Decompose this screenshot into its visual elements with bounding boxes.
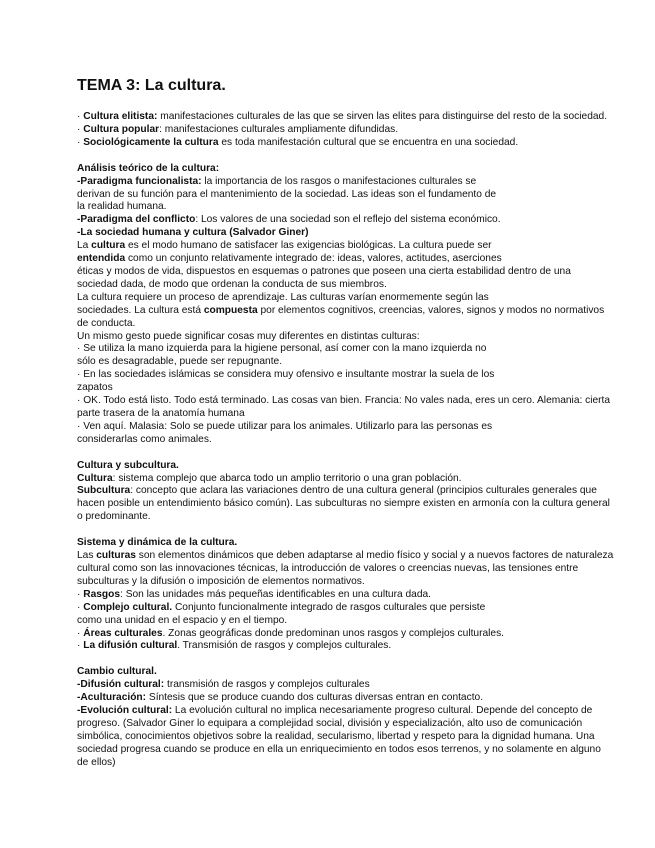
text-run: subculturas y la difusión o imposición de elementos normativos.: [77, 575, 365, 587]
section: [77, 666, 643, 769]
text-line: [77, 253, 643, 266]
bold-text: Sistema y dinámica de la cultura.: [77, 537, 238, 549]
text-line: [77, 137, 643, 150]
text-line: [77, 369, 643, 382]
section: [77, 537, 643, 653]
text-run: zapatos: [77, 382, 113, 394]
text-run: Las: [77, 550, 97, 562]
bold-text: Cultura elitista:: [83, 111, 158, 122]
bold-text: La difusión cultural: [83, 640, 178, 652]
text-line: [77, 615, 643, 628]
text-run: cultural como son las innovaciones técnicas, la introducción de valores o creencias nuevas, las tensiones entre: [77, 563, 579, 574]
text-line: [77, 640, 643, 653]
page-title: TEMA 3: La cultura.: [77, 77, 226, 94]
text-line: [77, 679, 643, 692]
text-run: La evolución cultural no implica necesariamente progreso cultural. Depende del concepto de: [172, 705, 593, 717]
bold-text: Cultura popular: [83, 123, 160, 135]
text-line: [77, 550, 643, 563]
text-run: La cultura requiere un proceso de aprendizaje. Las culturas varían enormemente según las: [77, 291, 489, 303]
text-line: [77, 473, 643, 486]
bold-text: -Difusión cultural:: [77, 679, 165, 691]
bold-text: Complejo cultural.: [83, 601, 173, 613]
text-run: por elementos cognitivos, creencias, valores, signos y modos no normativos: [257, 304, 605, 316]
text-run: · Se utiliza la mano izquierda para la higiene personal, así comer con la mano izquierda no: [77, 343, 487, 355]
text-run: de ellos): [77, 756, 116, 768]
text-run: La: [77, 240, 92, 252]
document-body: [77, 111, 643, 770]
bold-text: -Paradigma funcionalista:: [77, 175, 202, 187]
text-line: [77, 408, 643, 421]
text-line: [77, 266, 643, 279]
text-line: [77, 124, 643, 137]
text-line: [77, 485, 643, 498]
text-run: derivan de su función para el mantenimiento de la sociedad. Las ideas son el fundamento de: [77, 188, 497, 200]
text-line: [77, 356, 643, 369]
text-line: [77, 292, 643, 305]
text-line: [77, 434, 643, 447]
text-line: [77, 576, 643, 589]
bold-text: Áreas culturales: [83, 627, 163, 639]
bold-text: -Evolución cultural:: [77, 705, 173, 717]
text-line: [77, 227, 643, 240]
text-run: progreso. (Salvador Giner lo equipara a complejidad social, división y especialización, alto uso de comunicación: [77, 717, 583, 729]
text-line: [77, 240, 643, 253]
text-line: [77, 163, 643, 176]
text-run: Conjunto funcionalmente integrado de rasgos culturales que persiste: [172, 601, 486, 613]
text-line: [77, 666, 643, 679]
text-line: [77, 563, 643, 576]
section: [77, 163, 643, 447]
bold-text: Subcultura: [77, 485, 131, 497]
text-run: ·: [77, 640, 84, 652]
text-line: [77, 189, 643, 202]
text-run: ·: [77, 588, 84, 600]
text-line: [77, 331, 643, 344]
text-run: manifestaciones culturales de las que se sirven las elites para distinguirse del resto de la sociedad.: [157, 111, 608, 122]
bold-text: Cultura y subcultura.: [77, 459, 179, 471]
text-run: . Zonas geográficas donde predominan unos rasgos y complejos culturales.: [162, 627, 504, 639]
text-line: [77, 305, 643, 318]
text-run: : concepto que aclara las variaciones dentro de una cultura general (principios culturales generales que: [130, 485, 597, 497]
bold-text: Análisis teórico de la cultura:: [77, 162, 220, 174]
text-line: [77, 628, 643, 641]
text-run: sociedades. La cultura está: [77, 304, 204, 316]
text-run: ·: [77, 136, 84, 148]
document-page: [77, 76, 643, 783]
text-run: son elementos dinámicos que deben adaptarse al medio físico y social y a nuevos factores de naturaleza: [135, 550, 614, 562]
text-run: sociedad progresa cuando se produce en ella un enriquecimiento en todos esos terrenos, y no solamente en alguno: [77, 743, 601, 755]
text-line: [77, 421, 643, 434]
text-run: : manifestaciones culturales ampliamente difundidas.: [159, 123, 399, 135]
text-line: [77, 705, 643, 718]
text-line: [77, 111, 643, 124]
text-run: : Los valores de una sociedad son el reflejo del sistema económico.: [195, 214, 501, 226]
text-run: ·: [77, 601, 84, 613]
text-line: [77, 214, 643, 227]
text-run: · En las sociedades islámicas se considera muy ofensivo e insultante mostrar la suela de los: [77, 369, 495, 381]
text-run: · OK. Todo está listo. Todo está terminado. Las cosas van bien. Francia: No vales nada, eres un cero. Alemania: cierta: [77, 395, 611, 407]
text-line: [77, 176, 643, 189]
text-line: [77, 279, 643, 292]
text-line: [77, 498, 643, 511]
bold-text: Cultura: [77, 472, 113, 484]
text-run: considerarlas como animales.: [77, 433, 212, 445]
text-line: [77, 589, 643, 602]
text-line: [77, 692, 643, 705]
text-run: ·: [77, 111, 84, 122]
text-run: de conducta.: [77, 317, 136, 329]
text-run: la realidad humana.: [77, 201, 167, 213]
text-run: simbólica, conocimientos objetivos sobre la realidad, secularismo, libertad y respeto para la dignidad humana. Una: [77, 730, 595, 742]
text-line: [77, 718, 643, 731]
text-run: sociedad dada, de modo que ordenan la conducta de sus miembros.: [77, 278, 387, 290]
text-line: [77, 602, 643, 615]
bold-text: -Aculturación:: [77, 692, 147, 704]
bold-text: cultura: [91, 240, 126, 252]
text-run: es toda manifestación cultural que se encuentra en una sociedad.: [218, 136, 519, 148]
text-run: es el modo humano de satisfacer las exigencias biológicas. La cultura puede ser: [125, 240, 492, 252]
bold-text: culturas: [96, 550, 136, 562]
text-run: : sistema complejo que abarca todo un amplio territorio o una gran población.: [112, 472, 462, 484]
text-line: [77, 757, 643, 770]
text-line: [77, 318, 643, 331]
bold-text: -Paradigma del conflicto: [77, 214, 196, 226]
bold-text: -La sociedad humana y cultura (Salvador Giner): [77, 227, 309, 239]
text-run: Un mismo gesto puede significar cosas muy diferentes en distintas culturas:: [77, 330, 420, 342]
text-run: éticas y modos de vida, dispuestos en esquemas o patrones que poseen una cierta estabilidad dentro de una: [77, 265, 571, 277]
text-run: : Son las unidades más pequeñas identificables en una cultura dada.: [120, 588, 431, 600]
bold-text: Sociológicamente la cultura: [83, 136, 219, 148]
text-line: [77, 395, 643, 408]
text-run: como un conjunto relativamente integrado de: ideas, valores, actitudes, aserciones: [125, 253, 502, 265]
text-line: [77, 382, 643, 395]
text-run: parte trasera de la anatomía humana: [77, 407, 245, 419]
text-run: sólo es desagradable, puede ser repugnante.: [77, 356, 283, 368]
text-line: [77, 201, 643, 214]
text-line: [77, 537, 643, 550]
text-run: Síntesis que se produce cuando dos culturas diversas entran en contacto.: [146, 692, 484, 704]
text-run: ·: [77, 627, 84, 639]
text-run: transmisión de rasgos y complejos culturales: [164, 679, 370, 691]
text-line: [77, 460, 643, 473]
text-run: ·: [77, 123, 84, 135]
text-line: [77, 511, 643, 524]
text-line: [77, 731, 643, 744]
text-run: · Ven aquí. Malasia: Solo se puede utilizar para los animales. Utilizarlo para las personas es: [77, 420, 493, 432]
bold-text: entendida: [77, 253, 126, 265]
text-run: como una unidad en el espacio y en el tiempo.: [77, 614, 288, 626]
bold-text: Rasgos: [83, 588, 121, 600]
section: [77, 111, 643, 150]
bold-text: compuesta: [203, 304, 258, 316]
text-line: [77, 343, 643, 356]
text-run: o predominante.: [77, 511, 151, 523]
bold-text: Cambio cultural.: [77, 666, 157, 678]
text-run: hacen posible un entendimiento básico común). Las subculturas no siempre existen en armonía con la cultura general: [77, 498, 610, 510]
text-line: [77, 744, 643, 757]
text-run: . Transmisión de rasgos y complejos culturales.: [177, 640, 392, 652]
section: [77, 460, 643, 525]
text-run: la importancia de los rasgos o manifestaciones culturales se: [201, 175, 477, 187]
